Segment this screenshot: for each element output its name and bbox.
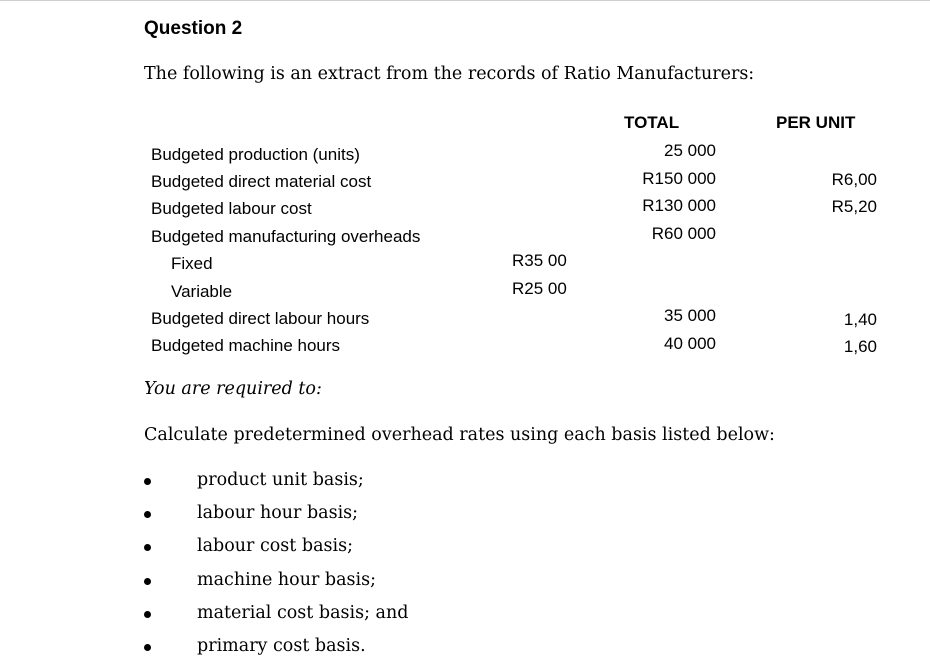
row-label: Budgeted labour cost — [151, 199, 312, 218]
row-label: Budgeted direct labour hours — [151, 309, 370, 328]
per-unit-cell: R5,20 — [831, 197, 877, 216]
total-cell: R130 000 — [642, 196, 716, 215]
intro-text: The following is an extract from the records of Ratio Manufacturers: — [144, 64, 755, 84]
overhead-variable-amount: R25 00 — [512, 279, 567, 298]
bullet-icon — [144, 544, 151, 551]
overhead-fixed-amount: R35 00 — [512, 251, 567, 270]
per-unit-cell: R6,00 — [831, 170, 877, 189]
bullet-icon — [144, 578, 151, 585]
total-cell: R60 000 — [651, 224, 716, 243]
bullet-icon — [144, 611, 151, 618]
list-item: labour cost basis; — [197, 536, 353, 556]
row-label: Budgeted direct material cost — [151, 172, 372, 191]
row-label-sub: Variable — [171, 282, 233, 301]
list-item: machine hour basis; — [197, 570, 376, 590]
total-cell: R150 000 — [642, 169, 716, 188]
row-label-sub: Fixed — [171, 254, 213, 273]
bullet-icon — [144, 511, 151, 518]
row-label: Budgeted machine hours — [151, 336, 341, 355]
column-header-per-unit: PER UNIT — [776, 113, 856, 132]
bullet-icon — [144, 478, 151, 485]
instruction-text: You are required to: — [144, 379, 322, 399]
total-cell: 35 000 — [664, 306, 716, 325]
calculation-intro: Calculate predetermined overhead rates using each basis listed below: — [144, 425, 775, 445]
top-divider — [0, 0, 930, 1]
per-unit-cell: 1,60 — [843, 337, 877, 356]
bullet-icon — [144, 644, 151, 651]
list-item: labour hour basis; — [197, 503, 359, 523]
list-item: product unit basis; — [197, 470, 364, 490]
list-item: primary cost basis. — [197, 636, 366, 656]
row-label: Budgeted production (units) — [151, 145, 360, 164]
list-item: material cost basis; and — [197, 603, 409, 623]
column-header-total: TOTAL — [624, 113, 680, 132]
row-label: Budgeted manufacturing overheads — [151, 227, 421, 246]
total-cell: 40 000 — [664, 334, 716, 353]
per-unit-cell: 1,40 — [843, 310, 877, 329]
total-cell: 25 000 — [664, 141, 716, 160]
question-heading: Question 2 — [144, 18, 243, 39]
